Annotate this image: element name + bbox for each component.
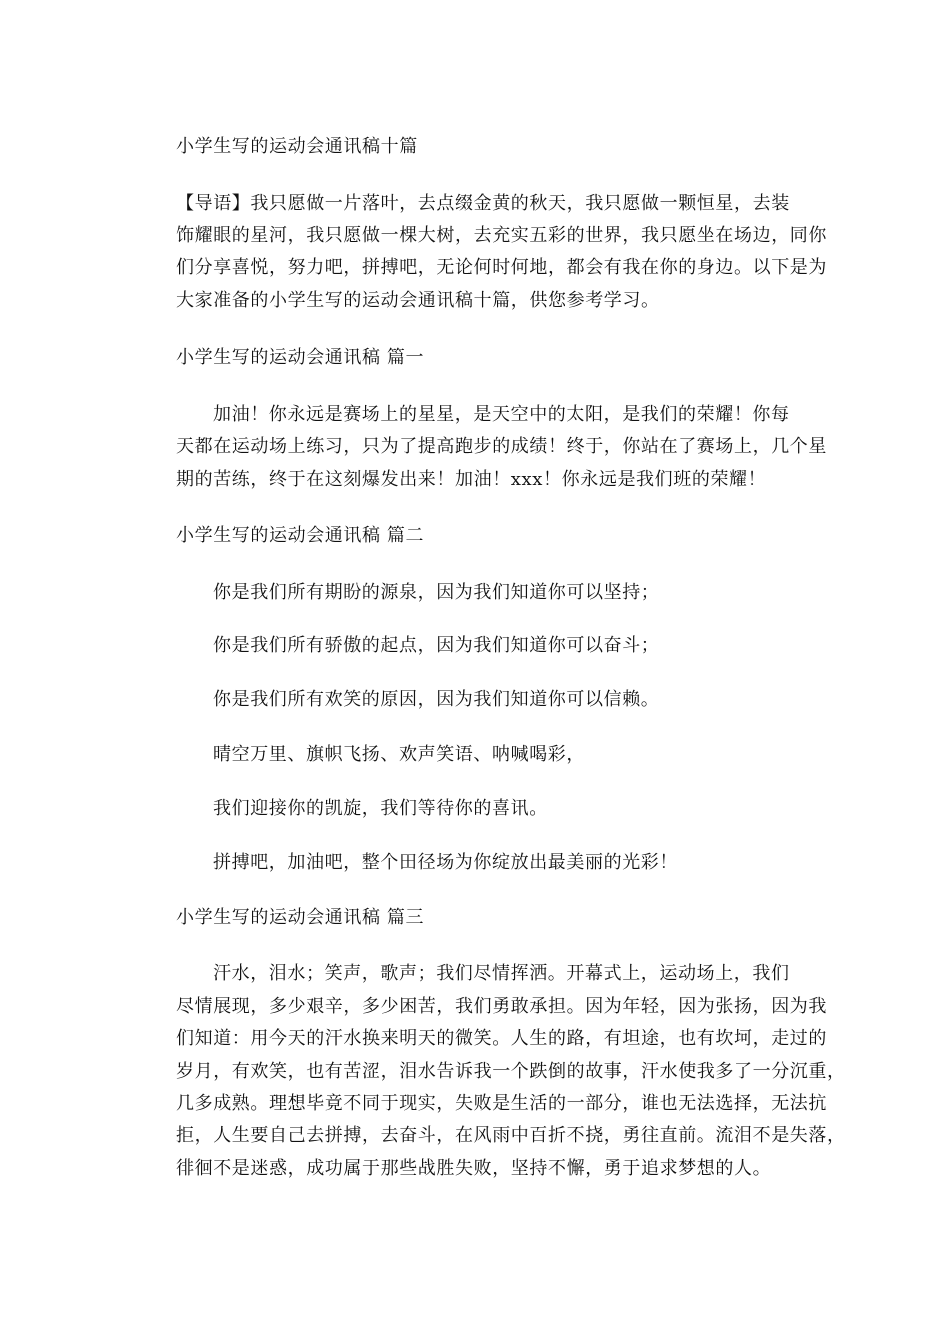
section-line: 拼搏吧，加油吧，整个田径场为你绽放出最美丽的光彩！ (213, 852, 678, 873)
section-line: 我们迎接你的凯旋，我们等待你的喜讯。 (213, 798, 548, 819)
section-line: 你是我们所有欢笑的原因，因为我们知道你可以信赖。 (213, 689, 660, 710)
section-heading: 小学生写的运动会通讯稿 篇三 (176, 907, 425, 928)
section-line: 晴空万里、旗帜飞扬、欢声笑语、呐喊喝彩， (213, 744, 585, 765)
intro-line: 大家准备的小学生写的运动会通讯稿十篇，供您参考学习。 (176, 290, 660, 311)
section-line: 加油！你永远是赛场上的星星，是天空中的太阳，是我们的荣耀！你每 (213, 404, 790, 425)
section-line: 期的苦练，终于在这刻爆发出来！加油！xxx！你永远是我们班的荣耀！ (176, 469, 767, 490)
section-line: 天都在运动场上练习，只为了提高跑步的成绩！终于，你站在了赛场上，几个星 (176, 436, 827, 457)
section-line: 几多成熟。理想毕竟不同于现实，失败是生活的一部分，谁也无法选择，无法抗 (176, 1093, 827, 1114)
section-line: 拒，人生要自己去拼搏，去奋斗，在风雨中百折不挠，勇往直前。流泪不是失落， (176, 1125, 846, 1146)
section-line: 你是我们所有骄傲的起点，因为我们知道你可以奋斗； (213, 635, 660, 656)
document-title: 小学生写的运动会通讯稿十篇 (176, 136, 418, 157)
section-line: 你是我们所有期盼的源泉，因为我们知道你可以坚持； (213, 582, 660, 603)
intro-line: 们分享喜悦，努力吧，拼搏吧，无论何时何地，都会有我在你的身边。以下是为 (176, 257, 827, 278)
section-line: 尽情展现，多少艰辛，多少困苦，我们勇敢承担。因为年轻，因为张扬，因为我 (176, 996, 827, 1017)
section-heading: 小学生写的运动会通讯稿 篇一 (176, 347, 425, 368)
section-line: 徘徊不是迷惑，成功属于那些战胜失败，坚持不懈，勇于追求梦想的人。 (176, 1158, 772, 1179)
intro-line: 饰耀眼的星河，我只愿做一棵大树，去充实五彩的世界，我只愿坐在场边，同你 (176, 225, 827, 246)
section-line: 们知道：用今天的汗水换来明天的微笑。人生的路，有坦途，也有坎坷，走过的 (176, 1028, 827, 1049)
section-line: 汗水，泪水；笑声，歌声；我们尽情挥洒。开幕式上，运动场上，我们 (213, 963, 790, 984)
intro-line: 【导语】我只愿做一片落叶，去点缀金黄的秋天，我只愿做一颗恒星，去装 (176, 193, 790, 214)
section-line: 岁月，有欢笑，也有苦涩，泪水告诉我一个跌倒的故事，汗水使我多了一分沉重， (176, 1061, 846, 1082)
section-heading: 小学生写的运动会通讯稿 篇二 (176, 525, 425, 546)
